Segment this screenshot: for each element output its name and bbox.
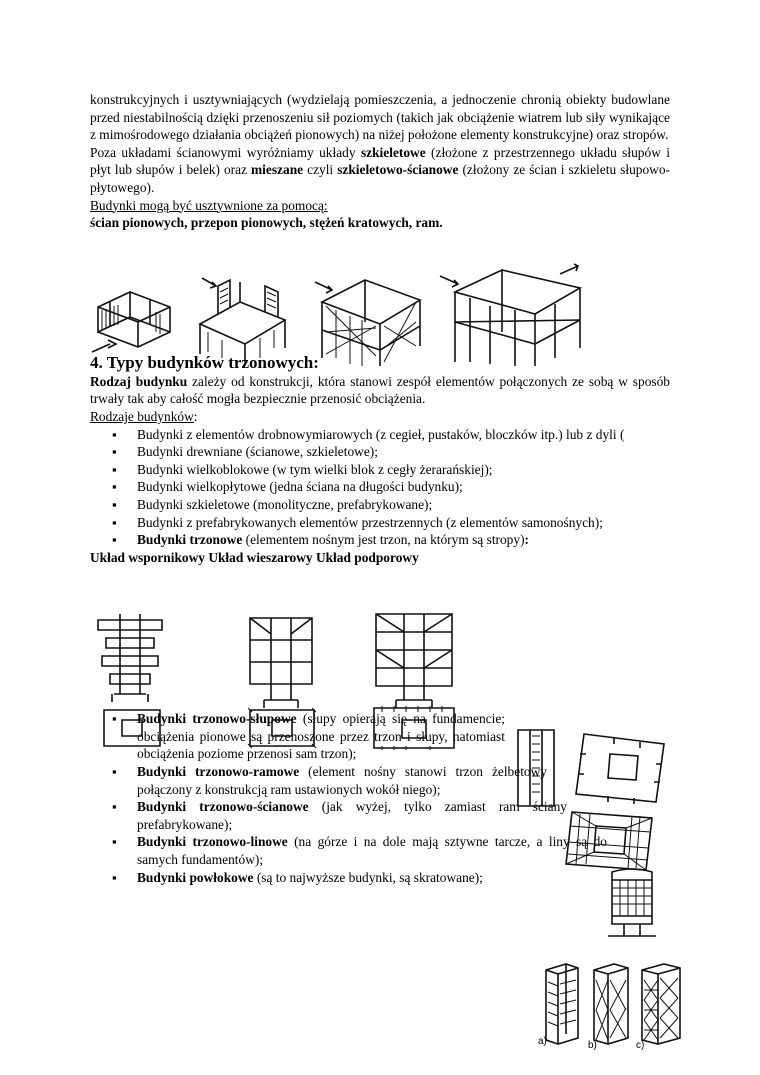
section-4-heading: 4. Typy budynków trzonowych: xyxy=(90,352,319,372)
list-item: ▪ Budynki szkieletowe (monolityczne, prefabrykowane); xyxy=(90,496,670,514)
list-item: ▪ Budynki wielkoblokowe (w tym wielki blok z cegły żerarańskiej); xyxy=(90,461,670,479)
list-item: ▪ Budynki trzonowo-ramowe (element nośny stanowi trzon żelbetowy połączony z konstrukcją ram ustawionych wokół niego); xyxy=(90,763,547,798)
shell-building-sketches xyxy=(536,960,686,1050)
list-item: ▪ Budynki wielkopłytowe (jedna ściana na długości budynku); xyxy=(90,478,670,496)
building-type-definition: Rodzaj budynku zależy od konstrukcji, która stanowi zespół elementów połączonych ze sobą w sposób trwały tak aby całość mogła bezpiecznie przenosić obciążenia. xyxy=(90,373,670,407)
rigid-frames-sketch xyxy=(440,264,580,366)
core-layouts-heading: Układ wspornikowy Układ wieszarowy Układ podporowy xyxy=(90,549,419,565)
shell-caption-c: c) xyxy=(636,1040,645,1050)
stiffening-list: ścian pionowych, przepon pionowych, stężeń kratowych, ram. xyxy=(90,215,443,231)
list-item: ▪ Budynki z prefabrykowanych elementów przestrzennych (z elementów samonośnych); xyxy=(90,514,670,532)
list-item: ▪ Budynki powłokowe (są to najwyższe budynki, są skratowane); xyxy=(90,869,527,887)
cantilever-layout-sketch xyxy=(98,614,162,746)
vertical-diaphragms-sketch xyxy=(200,278,285,362)
support-layout-sketch xyxy=(374,614,454,750)
list-item: ▪ Budynki trzonowo-linowe (na górze i na dole mają sztywne tarcze, a liny są do samych fundamentów); xyxy=(90,833,607,868)
shell-sketch-a xyxy=(546,964,578,1044)
core-layout-sketches xyxy=(90,610,470,750)
intro-paragraph-2: Poza układami ścianowymi wyróżniamy układy szkieletowe (złożone z przestrzennego układu słupów i płyt lub słupów i belek) oraz mieszane czyli szkieletowo-ścianowe (złożony ze ścian i szkieletu słupowo-płytowego). xyxy=(90,144,671,195)
suspension-layout-sketch xyxy=(248,618,316,748)
shell-caption-a: a) xyxy=(538,1036,547,1047)
list-item: ▪ Budynki drewniane (ścianowe, szkieletowe); xyxy=(90,443,670,461)
list-item: ▪ Budynki trzonowe (elementem nośnym jest trzon, na którym są stropy): xyxy=(90,531,670,549)
stiffening-heading: Budynki mogą być usztywnione za pomocą: xyxy=(90,197,328,213)
list-item: ▪ Budynki trzonowo-ścianowe (jak wyżej, tylko zamiast ram ściany prefabrykowane); xyxy=(90,798,567,833)
list-item: ▪ Budynki z elementów drobnowymiarowych (z cegieł, pustaków, bloczków itp.) lub z dyli ( xyxy=(90,426,670,444)
list-item: ▪ Budynki trzonowo-słupowe (słupy opierają się na fundamencie; obciążenia pionowe są przenoszone przez trzon i słupy, natomiast obciążenia poziome przenosi sam trzon); xyxy=(90,710,505,763)
shell-caption-b: b) xyxy=(588,1040,597,1050)
intro-paragraph-1: konstrukcyjnych i usztywniających (wydzielają pomieszczenia, a jednoczenie chronią obiekty budowlane przed niestabilnością dzięki przenoszeniu sił poziomych (takich jak obciążenie wiatrem lub siły wynikające z mimośrodowego działania obciążeń pionowych) na niżej położone elementy konstrukcyjne) oraz stropów. xyxy=(90,92,670,143)
stiffening-sketches xyxy=(90,262,590,368)
core-rope-sketch xyxy=(602,866,662,942)
building-types-heading: Rodzaje budynków: xyxy=(90,408,198,424)
truss-bracing-sketch xyxy=(315,280,420,366)
shell-sketch-b xyxy=(594,964,628,1044)
shell-sketch-c xyxy=(642,964,680,1044)
vertical-walls-sketch xyxy=(92,292,170,352)
building-types-list xyxy=(90,426,670,549)
core-column-sketches xyxy=(514,724,674,808)
